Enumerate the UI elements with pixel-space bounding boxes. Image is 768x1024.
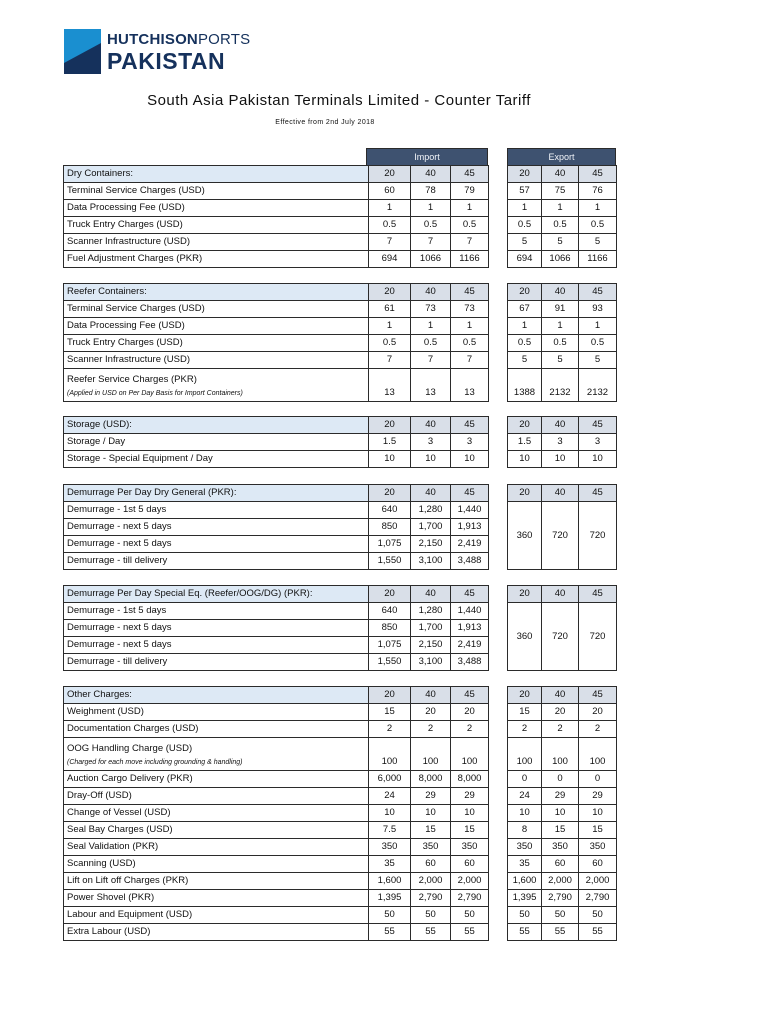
brand-line-1: HUTCHISONPORTS	[107, 31, 251, 48]
export-value: 2,000	[578, 872, 617, 890]
export-merged-value: 720	[578, 501, 617, 570]
tariff-row-label: Change of Vessel (USD)	[63, 804, 369, 822]
import-value: 100	[450, 737, 489, 771]
hutchison-ports-logo-icon	[64, 29, 101, 74]
row-note: (Applied in USD on Per Day Basis for Import Containers)	[67, 390, 243, 398]
export-value: 35	[507, 855, 542, 873]
import-value: 0.5	[368, 216, 411, 234]
export-value: 1	[541, 317, 579, 335]
export-col-header: 20	[507, 585, 542, 603]
import-value: 2	[410, 720, 451, 738]
tariff-row-label: Storage - Special Equipment / Day	[63, 450, 369, 468]
import-value: 10	[368, 450, 411, 468]
import-value: 78	[410, 182, 451, 200]
effective-date: Effective from 2nd July 2018	[275, 119, 375, 126]
export-value: 15	[507, 703, 542, 721]
tariff-row-label: Storage / Day	[63, 433, 369, 451]
import-value: 10	[450, 804, 489, 822]
export-value: 100	[578, 737, 617, 771]
import-col-header: 20	[368, 585, 411, 603]
import-value: 1	[450, 317, 489, 335]
tariff-row-label	[63, 368, 369, 402]
import-value: 2	[368, 720, 411, 738]
export-col-header: 45	[578, 283, 617, 301]
export-col-header: 20	[507, 484, 542, 502]
import-col-header: 40	[410, 585, 451, 603]
tariff-row-label: Demurrage - till delivery	[63, 552, 369, 570]
import-col-header: 45	[450, 416, 489, 434]
import-value: 1,913	[450, 518, 489, 536]
export-col-header: 45	[578, 416, 617, 434]
tariff-row-label: Demurrage - 1st 5 days	[63, 602, 369, 620]
import-value: 29	[450, 787, 489, 805]
tariff-row-label: Lift on Lift off Charges (PKR)	[63, 872, 369, 890]
export-value: 350	[541, 838, 579, 856]
import-value: 1,550	[368, 653, 411, 671]
import-value: 79	[450, 182, 489, 200]
export-col-header: 40	[541, 484, 579, 502]
export-value: 0.5	[541, 334, 579, 352]
export-value: 3	[541, 433, 579, 451]
export-merged-value: 720	[578, 602, 617, 671]
export-value: 20	[541, 703, 579, 721]
import-value: 10	[368, 804, 411, 822]
export-col-header: 20	[507, 416, 542, 434]
import-value: 50	[368, 906, 411, 924]
import-value: 8,000	[450, 770, 489, 788]
export-col-header: 45	[578, 484, 617, 502]
export-value: 5	[541, 233, 579, 251]
export-value: 100	[541, 737, 579, 771]
export-value: 5	[541, 351, 579, 369]
export-value: 1	[541, 199, 579, 217]
import-value: 100	[410, 737, 451, 771]
import-value: 1	[410, 317, 451, 335]
import-value: 35	[368, 855, 411, 873]
section-header: Demurrage Per Day Special Eq. (Reefer/OOG/DG) (PKR):	[63, 585, 369, 603]
export-col-header: 40	[541, 283, 579, 301]
import-value: 15	[450, 821, 489, 839]
export-value: 10	[541, 450, 579, 468]
tariff-row-label: Seal Validation (PKR)	[63, 838, 369, 856]
import-col-header: 20	[368, 165, 411, 183]
import-value: 3,488	[450, 653, 489, 671]
import-value: 100	[368, 737, 411, 771]
export-value: 694	[507, 250, 542, 268]
tariff-row-label: Truck Entry Charges (USD)	[63, 216, 369, 234]
import-value: 1,700	[410, 518, 451, 536]
export-value: 60	[578, 855, 617, 873]
tariff-row-label: Documentation Charges (USD)	[63, 720, 369, 738]
export-value: 55	[578, 923, 617, 941]
import-value: 10	[410, 804, 451, 822]
import-value: 1,550	[368, 552, 411, 570]
export-value: 1	[507, 199, 542, 217]
tariff-row-label: Demurrage - next 5 days	[63, 636, 369, 654]
import-value: 60	[450, 855, 489, 873]
section-header: Reefer Containers:	[63, 283, 369, 301]
import-value: 640	[368, 602, 411, 620]
import-col-header: 20	[368, 686, 411, 704]
brand-line-2: PAKISTAN	[107, 48, 226, 74]
tariff-row-label: Demurrage - next 5 days	[63, 535, 369, 553]
export-value: 20	[578, 703, 617, 721]
import-value: 15	[410, 821, 451, 839]
export-value: 3	[578, 433, 617, 451]
export-value: 50	[507, 906, 542, 924]
export-value: 10	[507, 450, 542, 468]
export-value: 1,395	[507, 889, 542, 907]
row-note: (Charged for each move including grounding & handling)	[67, 759, 243, 767]
section-header: Other Charges:	[63, 686, 369, 704]
import-value: 1	[410, 199, 451, 217]
import-value: 50	[410, 906, 451, 924]
tariff-row-label: Demurrage - next 5 days	[63, 619, 369, 637]
import-value: 1066	[410, 250, 451, 268]
import-value: 13	[368, 368, 411, 402]
export-value: 2	[578, 720, 617, 738]
export-value: 0.5	[578, 216, 617, 234]
import-value: 15	[368, 703, 411, 721]
import-col-header: 20	[368, 283, 411, 301]
export-value: 0.5	[541, 216, 579, 234]
import-col-header: 20	[368, 416, 411, 434]
export-value: 2	[507, 720, 542, 738]
tariff-row-label: Demurrage - till delivery	[63, 653, 369, 671]
export-value: 1	[578, 199, 617, 217]
export-merged-value: 720	[541, 602, 579, 671]
import-value: 7	[410, 351, 451, 369]
import-value: 1.5	[368, 433, 411, 451]
export-value: 2132	[578, 368, 617, 402]
import-value: 1,913	[450, 619, 489, 637]
tariff-row-label: Scanning (USD)	[63, 855, 369, 873]
export-value: 15	[578, 821, 617, 839]
import-value: 13	[450, 368, 489, 402]
import-value: 1	[450, 199, 489, 217]
import-value: 7	[450, 233, 489, 251]
export-value: 1,600	[507, 872, 542, 890]
export-value: 1.5	[507, 433, 542, 451]
export-group-header: Export	[507, 148, 616, 166]
export-col-header: 20	[507, 686, 542, 704]
import-value: 3	[450, 433, 489, 451]
import-value: 10	[410, 450, 451, 468]
import-col-header: 45	[450, 585, 489, 603]
tariff-row-label: Extra Labour (USD)	[63, 923, 369, 941]
export-value: 67	[507, 300, 542, 318]
export-value: 2,790	[541, 889, 579, 907]
row-label-text: OOG Handling Charge (USD)	[67, 742, 193, 754]
import-value: 55	[368, 923, 411, 941]
import-value: 1,440	[450, 501, 489, 519]
section-header: Demurrage Per Day Dry General (PKR):	[63, 484, 369, 502]
export-value: 1388	[507, 368, 542, 402]
export-value: 100	[507, 737, 542, 771]
import-value: 7	[368, 351, 411, 369]
export-value: 2,790	[578, 889, 617, 907]
export-value: 5	[578, 233, 617, 251]
import-value: 2,000	[450, 872, 489, 890]
export-col-header: 45	[578, 686, 617, 704]
import-value: 2,419	[450, 535, 489, 553]
export-value: 0	[541, 770, 579, 788]
import-value: 10	[450, 450, 489, 468]
import-value: 350	[450, 838, 489, 856]
export-value: 10	[578, 450, 617, 468]
tariff-row-label: Data Processing Fee (USD)	[63, 199, 369, 217]
import-group-header: Import	[366, 148, 488, 166]
export-value: 50	[578, 906, 617, 924]
import-value: 2,419	[450, 636, 489, 654]
import-value: 0.5	[410, 334, 451, 352]
import-value: 1	[368, 199, 411, 217]
export-value: 2132	[541, 368, 579, 402]
export-value: 76	[578, 182, 617, 200]
import-col-header: 40	[410, 686, 451, 704]
section-header: Storage (USD):	[63, 416, 369, 434]
export-value: 8	[507, 821, 542, 839]
tariff-row-label: Labour and Equipment (USD)	[63, 906, 369, 924]
import-value: 2,790	[410, 889, 451, 907]
tariff-row-label	[63, 737, 369, 771]
import-value: 50	[450, 906, 489, 924]
tariff-row-label: Fuel Adjustment Charges (PKR)	[63, 250, 369, 268]
import-value: 20	[410, 703, 451, 721]
import-value: 0.5	[368, 334, 411, 352]
import-value: 2,150	[410, 636, 451, 654]
export-col-header: 40	[541, 165, 579, 183]
tariff-row-label: Scanner Infrastructure (USD)	[63, 233, 369, 251]
import-value: 350	[368, 838, 411, 856]
import-value: 55	[410, 923, 451, 941]
export-value: 0.5	[507, 216, 542, 234]
import-value: 694	[368, 250, 411, 268]
export-value: 57	[507, 182, 542, 200]
export-value: 10	[578, 804, 617, 822]
import-value: 1,280	[410, 602, 451, 620]
import-value: 6,000	[368, 770, 411, 788]
import-col-header: 45	[450, 484, 489, 502]
import-value: 350	[410, 838, 451, 856]
import-value: 2	[450, 720, 489, 738]
import-value: 61	[368, 300, 411, 318]
import-value: 1,075	[368, 535, 411, 553]
import-col-header: 20	[368, 484, 411, 502]
export-value: 55	[507, 923, 542, 941]
import-value: 3,100	[410, 653, 451, 671]
import-col-header: 40	[410, 165, 451, 183]
import-value: 850	[368, 619, 411, 637]
export-merged-value: 360	[507, 501, 542, 570]
tariff-row-label: Data Processing Fee (USD)	[63, 317, 369, 335]
import-value: 3,488	[450, 552, 489, 570]
import-value: 55	[450, 923, 489, 941]
export-value: 5	[578, 351, 617, 369]
import-value: 850	[368, 518, 411, 536]
export-value: 1	[578, 317, 617, 335]
export-value: 2	[541, 720, 579, 738]
import-col-header: 45	[450, 283, 489, 301]
export-value: 5	[507, 351, 542, 369]
import-value: 7	[368, 233, 411, 251]
export-value: 24	[507, 787, 542, 805]
import-value: 1,440	[450, 602, 489, 620]
import-value: 0.5	[410, 216, 451, 234]
export-value: 350	[507, 838, 542, 856]
import-col-header: 40	[410, 484, 451, 502]
export-value: 0	[507, 770, 542, 788]
export-value: 5	[507, 233, 542, 251]
import-col-header: 45	[450, 686, 489, 704]
import-value: 73	[410, 300, 451, 318]
import-value: 1	[368, 317, 411, 335]
import-value: 2,150	[410, 535, 451, 553]
import-value: 73	[450, 300, 489, 318]
tariff-row-label: Demurrage - next 5 days	[63, 518, 369, 536]
export-value: 91	[541, 300, 579, 318]
import-value: 8,000	[410, 770, 451, 788]
export-value: 15	[541, 821, 579, 839]
export-col-header: 20	[507, 283, 542, 301]
export-value: 75	[541, 182, 579, 200]
export-value: 10	[507, 804, 542, 822]
import-value: 640	[368, 501, 411, 519]
export-value: 60	[541, 855, 579, 873]
section-header: Dry Containers:	[63, 165, 369, 183]
tariff-row-label: Seal Bay Charges (USD)	[63, 821, 369, 839]
tariff-row-label: Truck Entry Charges (USD)	[63, 334, 369, 352]
export-value: 50	[541, 906, 579, 924]
export-col-header: 40	[541, 416, 579, 434]
export-col-header: 20	[507, 165, 542, 183]
import-value: 2,790	[450, 889, 489, 907]
export-value: 1	[507, 317, 542, 335]
tariff-row-label: Dray-Off (USD)	[63, 787, 369, 805]
import-value: 60	[368, 182, 411, 200]
import-value: 0.5	[450, 216, 489, 234]
import-value: 1,700	[410, 619, 451, 637]
import-value: 2,000	[410, 872, 451, 890]
export-col-header: 40	[541, 585, 579, 603]
export-value: 1066	[541, 250, 579, 268]
import-value: 7.5	[368, 821, 411, 839]
export-value: 0.5	[507, 334, 542, 352]
export-value: 350	[578, 838, 617, 856]
export-value: 2,000	[541, 872, 579, 890]
tariff-row-label: Auction Cargo Delivery (PKR)	[63, 770, 369, 788]
import-value: 7	[410, 233, 451, 251]
export-value: 0.5	[578, 334, 617, 352]
export-value: 1166	[578, 250, 617, 268]
export-col-header: 40	[541, 686, 579, 704]
import-value: 1,600	[368, 872, 411, 890]
import-value: 1,075	[368, 636, 411, 654]
import-value: 0.5	[450, 334, 489, 352]
import-col-header: 40	[410, 283, 451, 301]
import-value: 29	[410, 787, 451, 805]
import-value: 60	[410, 855, 451, 873]
import-col-header: 45	[450, 165, 489, 183]
import-value: 1166	[450, 250, 489, 268]
import-col-header: 40	[410, 416, 451, 434]
import-value: 1,395	[368, 889, 411, 907]
import-value: 20	[450, 703, 489, 721]
tariff-row-label: Terminal Service Charges (USD)	[63, 300, 369, 318]
tariff-row-label: Weighment (USD)	[63, 703, 369, 721]
export-col-header: 45	[578, 165, 617, 183]
tariff-row-label: Terminal Service Charges (USD)	[63, 182, 369, 200]
export-value: 29	[541, 787, 579, 805]
export-value: 10	[541, 804, 579, 822]
row-label-text: Reefer Service Charges (PKR)	[67, 373, 197, 385]
export-value: 29	[578, 787, 617, 805]
import-value: 13	[410, 368, 451, 402]
import-value: 1,280	[410, 501, 451, 519]
tariff-row-label: Demurrage - 1st 5 days	[63, 501, 369, 519]
import-value: 3	[410, 433, 451, 451]
export-value: 55	[541, 923, 579, 941]
export-value: 93	[578, 300, 617, 318]
export-col-header: 45	[578, 585, 617, 603]
export-value: 0	[578, 770, 617, 788]
export-merged-value: 720	[541, 501, 579, 570]
import-value: 3,100	[410, 552, 451, 570]
export-merged-value: 360	[507, 602, 542, 671]
tariff-row-label: Power Shovel (PKR)	[63, 889, 369, 907]
import-value: 24	[368, 787, 411, 805]
tariff-row-label: Scanner Infrastructure (USD)	[63, 351, 369, 369]
import-value: 7	[450, 351, 489, 369]
document-title: South Asia Pakistan Terminals Limited - Counter Tariff	[147, 92, 531, 109]
